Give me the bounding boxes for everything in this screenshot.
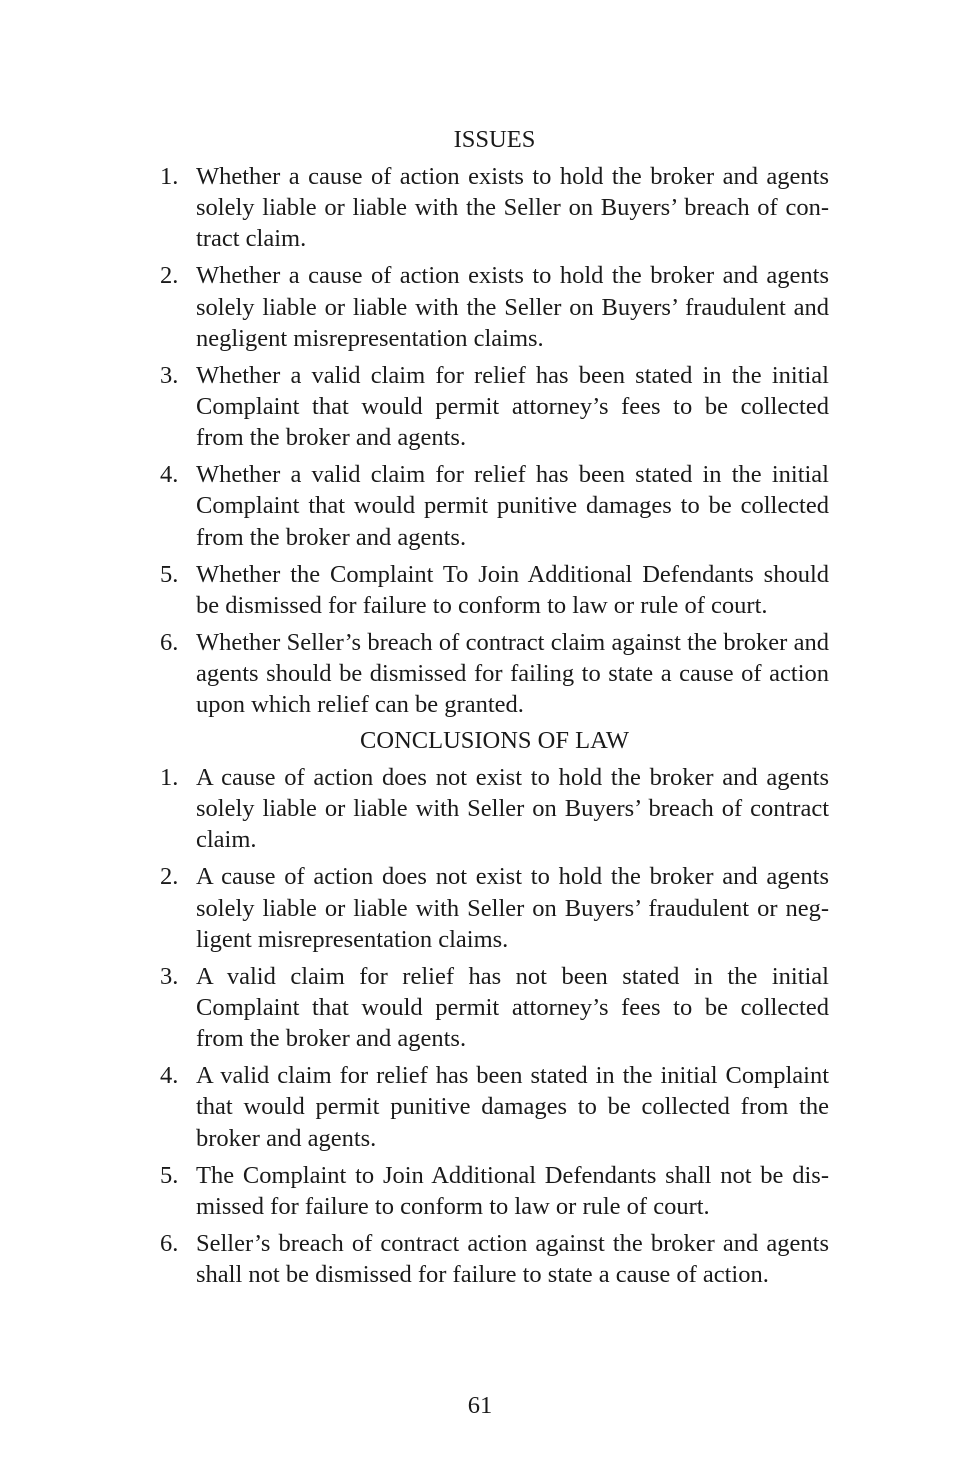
item-text: The Complaint to Join Additional Defendants shall not be dismissed for failure to conform to law or rule of court. [196,1161,829,1220]
document-page [160,0,829,1483]
conclusions-heading: CONCLUSIONS OF LAW [360,727,629,754]
issues-list [160,161,829,726]
item-number: 1. [160,163,179,190]
item-number: 5. [160,1161,179,1189]
list-item [160,360,829,454]
issues-heading: ISSUES [453,126,536,153]
item-number: 3. [160,361,179,389]
item-text: Whether a valid claim for relief has been stated in the initial Complaint that would permit attorney’s fees to be collected from the broker and agents. [196,361,829,452]
item-number: 5. [160,560,179,588]
list-item [160,459,829,553]
item-text: Whether Seller’s breach of contract claim against the broker and agents should be dismissed for failing to state a cause of action upon which relief can be granted. [196,628,829,719]
item-number: 3. [160,962,179,990]
item-text: A cause of action does not exist to hold the broker and agents solely liable or liable with Seller on Buyers’ breach of contract claim. [196,764,829,854]
list-item [160,762,829,856]
item-text: Whether a valid claim for relief has been stated in the initial Complaint that would permit punitive damages to be collected from the broker and agents. [196,461,829,551]
item-text: Seller’s breach of contract action against the broker and agents shall not be dismissed for failure to state a cause of action. [196,1229,829,1289]
item-text: A valid claim for relief has been stated in the initial Complaint that would permit punitive damages to be collected from the broker and agents. [196,1062,829,1152]
list-item [160,961,829,1055]
item-number: 4. [160,461,179,489]
list-item [160,627,829,721]
item-text: Whether the Complaint To Join Additional Defendants should be dismissed for failure to conform to law or rule of court. [196,560,829,619]
list-item [160,1060,829,1154]
item-number: 6. [160,628,179,656]
item-text: Whether a cause of action exists to hold the broker and agents solely liable or liable with the Seller on Buyers’ fraudulent and negligent misrepresentation claims. [196,262,829,352]
conclusions-list [160,762,829,1296]
item-number: 2. [160,262,179,290]
item-text: A cause of action does not exist to hold the broker and agents solely liable or liable with Seller on Buyers’ fraudulent or negligent misrepresentation claims. [196,863,829,953]
list-item [160,1160,829,1222]
list-item [160,1228,829,1290]
item-text: Whether a cause of action exists to hold the broker and agents solely liable or liable with the Seller on Buyers’ breach of contract claim. [196,163,829,253]
item-number: 4. [160,1062,179,1090]
item-number: 6. [160,1229,179,1257]
item-number: 1. [160,764,179,791]
list-item [160,559,829,621]
list-item [160,161,829,255]
list-item [160,260,829,354]
item-number: 2. [160,863,179,891]
item-text: A valid claim for relief has not been stated in the initial Complaint that would permit attorney’s fees to be collected from the broker and agents. [196,962,829,1053]
page-number: 61 [467,1392,493,1419]
list-item [160,861,829,955]
